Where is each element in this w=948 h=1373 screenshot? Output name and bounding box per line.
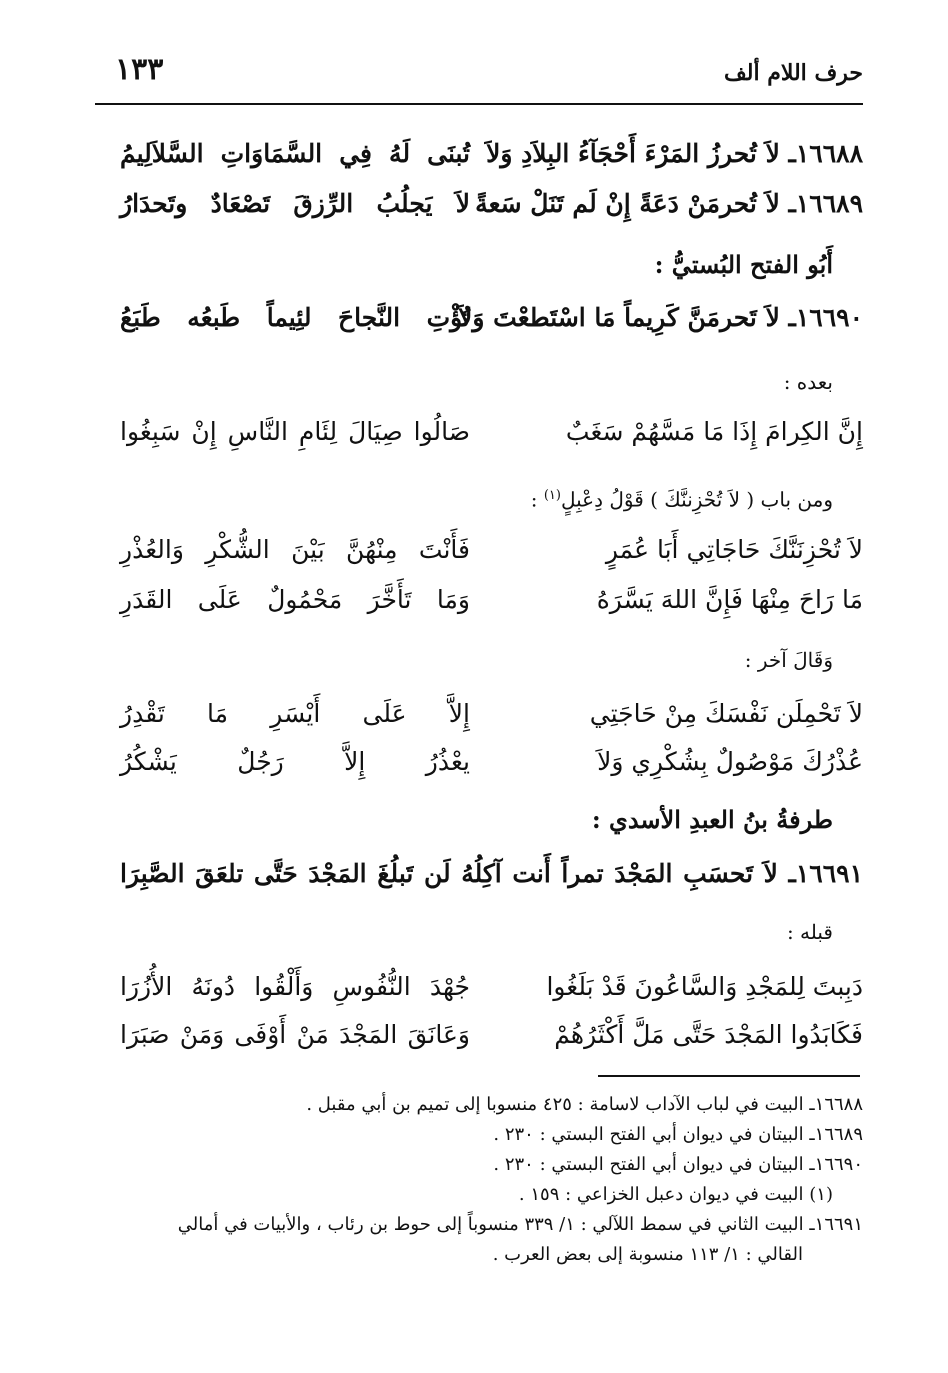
footnote-1: (١) البيت في ديوان دعبل الخزاعي : ١٥٩ . xyxy=(518,1184,833,1205)
hemistich-second: وَمَا تَأَخَّرَ مَحْمُولٌ عَلَى القَدَرِ xyxy=(120,585,470,614)
hemistich-first: إِنَّ الكِرامَ إِذَا مَا مَسَّهُمْ سَغَبٌ xyxy=(565,417,863,446)
verse-16691: ١٦٦٩١ـ لاَ تَحسَبِ المَجْدَ تمراً أَنت آكِلُهُ لَن تَبلُغَ المَجْدَ حَتَّى تلعَقَ الصَّبِرَا xyxy=(120,859,863,888)
after-label: بعده : xyxy=(783,370,833,394)
verse-dibil-2 xyxy=(120,578,863,622)
footnote-marker: (١) xyxy=(543,488,561,503)
hemistich-second: يعْذُرُ إِلاَّ رَجُلٌ يَشْكُرُ xyxy=(120,747,470,776)
hemistich-first: دَبِبتَ لِلمَجْدِ وَالسَّاعُونَ قَدْ بَلَغُوا xyxy=(546,972,863,1001)
footnote-16691-cont: القالي : ١/ ١١٣ منسوبة إلى بعض العرب . xyxy=(492,1244,803,1265)
other-said: وَقَالَ آخر : xyxy=(744,648,833,672)
hemistich-first: ١٦٦٩٠ـ لاَ تَحرمَنَّ كَرِيماً مَا اسْتَطعْتَ وَلاَ xyxy=(458,303,863,332)
verse-dibil-1 xyxy=(120,528,863,572)
hemistich-first: لاَ تَحْمِلَن نَفْسَكَ مِنْ حَاجَتِي xyxy=(589,699,863,728)
hemistich-second: لاَ يَجلُبُ الرِّزقَ تَصْعَادٌ وتَحدَارُ xyxy=(120,189,470,218)
footnote-16689: ١٦٦٨٩ـ البيتان في ديوان أبي الفتح البستي : ٢٣٠ . xyxy=(493,1124,863,1145)
footnote-rule xyxy=(598,1075,860,1077)
hemistich-first: عُذْرُكَ مَوْصُولٌ بِشُكْرِي وَلاَ xyxy=(597,747,863,776)
hemistich-second: إِلاَّ عَلَى أَيْسَرِ مَا تَقْدِرُ xyxy=(120,699,470,728)
page-header xyxy=(95,52,863,100)
bab-suffix: : xyxy=(530,487,544,512)
footnote-16690: ١٦٦٩٠ـ البيتان في ديوان أبي الفتح البستي : ٢٣٠ . xyxy=(493,1154,863,1175)
hemistich-first: ١٦٦٨٩ـ لاَ تُحرمَنْ دَعَةً إِنْ لَم تَنَلْ سَعةً xyxy=(475,189,863,218)
hemistich-first: ١٦٦٨٨ـ لاَ تُحرزُ المَرْءَ أَحْجَآءُ البِلاَدِ وَلاَ xyxy=(486,139,863,168)
bab-intro xyxy=(531,476,833,520)
hemistich-first: مَا رَاحَ مِنْهَا فَإِنَّ اللهَ يَسَّرَهُ xyxy=(596,585,863,614)
poet-name-tarafa: طرفةُ بنُ العبدِ الأسدي : xyxy=(591,805,833,834)
hemistich-first: لاَ تُحْزِنَنَّكَ حَاجَاتِي أَبَا عُمَرٍ xyxy=(605,535,863,564)
verse-before-1 xyxy=(120,965,863,1009)
hemistich-second: تُؤْتِ النَّجاحَ لئِيماً طَبعُه طَبَعُ xyxy=(120,303,470,332)
bab-prefix: ومن باب ( لاَ تُحْزِننَّكَ ) قَوْلُ دِعْبِلٍ xyxy=(560,487,833,512)
verse-after xyxy=(120,410,863,454)
before-label: قبله : xyxy=(786,920,833,944)
verse-16689 xyxy=(120,182,863,226)
footnote-16688: ١٦٦٨٨ـ البيت في لباب الآداب لاسامة : ٤٢٥ منسوبا إلى تميم بن أبي مقبل . xyxy=(306,1094,863,1115)
footnote-16691: ١٦٦٩١ـ البيت الثاني في سمط اللآلي : ١/ ٣٣٩ منسوباً إلى حوط بن رئاب ، والأبيات في أمالي xyxy=(177,1214,863,1235)
poet-name-bosti: أَبُو الفتح البُستيُّ : xyxy=(654,250,833,279)
verse-before-2 xyxy=(120,1013,863,1057)
hemistich-second: جُهْدَ النُّفُوسِ وَأَلْقُوا دُونَهُ الأُزُرَا xyxy=(120,972,470,1001)
page-number: ١٣٣ xyxy=(115,52,164,87)
hemistich-second: تُبنَى لَهُ فِي السَّمَاوَاتِ السَّلاَلِيمُ xyxy=(120,139,470,168)
hemistich-second: وَعَانَقَ المَجْدَ مَنْ أَوْفَى وَمَنْ صَبَرَا xyxy=(120,1020,470,1049)
hemistich-first: فَكَابَدُوا المَجْدَ حَتَّى مَلَّ أَكْثَرُهُمْ xyxy=(554,1020,863,1049)
verse-16688 xyxy=(120,132,863,176)
footnotes xyxy=(85,1090,863,1270)
hemistich-second: صَالُوا صِيَالَ لِئَامِ النَّاسِ إِنْ سَبِغُوا xyxy=(120,417,470,446)
verse-other-1 xyxy=(120,692,863,736)
hemistich-second: فَأَنْتَ مِنْهُنَّ بَيْنَ الشُّكْرِ وَالعُذْرِ xyxy=(120,535,470,564)
header-rule xyxy=(95,103,863,105)
verse-other-2 xyxy=(120,740,863,784)
running-title: حرف اللام ألف xyxy=(723,60,863,86)
verse-16690 xyxy=(120,296,863,340)
